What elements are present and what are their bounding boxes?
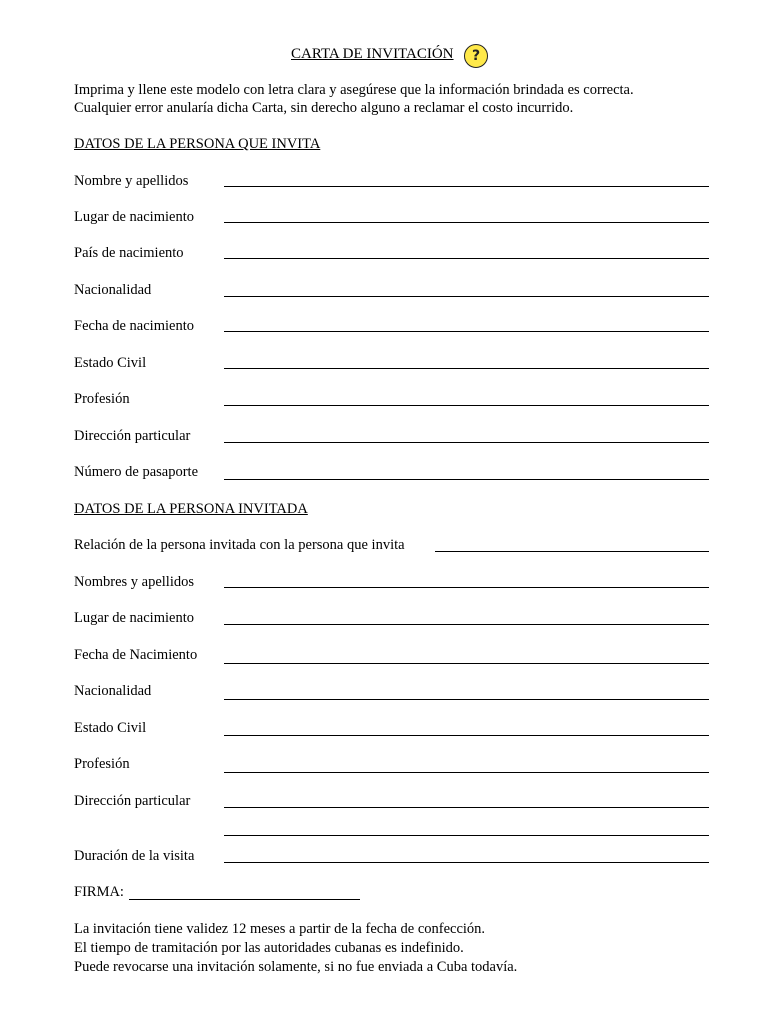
invitee-address-field-line-2[interactable]: [224, 835, 709, 836]
invitee-civil-status-field[interactable]: [224, 735, 709, 736]
invitee-birthplace-field[interactable]: [224, 624, 709, 625]
invitee-address-label: Dirección particular: [74, 793, 191, 809]
invitee-civil-status-label: Estado Civil: [74, 720, 147, 736]
invitee-profession-field[interactable]: [224, 772, 709, 773]
footer-note-2: El tiempo de tramitación por las autoridades cubanas es indefinido.: [74, 940, 464, 956]
inviter-section-heading: DATOS DE LA PERSONA QUE INVITA: [74, 136, 321, 152]
footer-note-3: Puede revocarse una invitación solamente, si no fue enviada a Cuba todavía.: [74, 959, 518, 975]
invitee-section-heading: DATOS DE LA PERSONA INVITADA: [74, 501, 308, 517]
intro-line-2: Cualquier error anularía dicha Carta, sin derecho alguno a reclamar el costo incurrido.: [74, 100, 574, 116]
inviter-birth-country-label: País de nacimiento: [74, 245, 184, 261]
invitee-nationality-field[interactable]: [224, 699, 709, 700]
invitee-address-field[interactable]: [224, 807, 709, 808]
inviter-birthdate-field[interactable]: [224, 331, 709, 332]
intro-line-1: Imprima y llene este modelo con letra clara y asegúrese que la información brindada es correcta.: [74, 82, 634, 98]
invitee-visit-duration-field[interactable]: [224, 862, 709, 863]
inviter-civil-status-label: Estado Civil: [74, 355, 147, 371]
inviter-address-field[interactable]: [224, 442, 709, 443]
inviter-nationality-label: Nacionalidad: [74, 282, 152, 298]
inviter-name-label: Nombre y apellidos: [74, 173, 189, 189]
inviter-profession-label: Profesión: [74, 391, 130, 407]
invitee-birthplace-label: Lugar de nacimiento: [74, 610, 194, 626]
inviter-birthplace-label: Lugar de nacimiento: [74, 209, 194, 225]
page-title: CARTA DE INVITACIÓN: [291, 46, 454, 62]
inviter-passport-label: Número de pasaporte: [74, 464, 199, 480]
invitee-relation-label: Relación de la persona invitada con la persona que invita: [74, 537, 405, 553]
inviter-nationality-field[interactable]: [224, 296, 709, 297]
help-icon[interactable]: ?: [464, 44, 488, 68]
invitee-profession-label: Profesión: [74, 756, 130, 772]
inviter-birthplace-field[interactable]: [224, 222, 709, 223]
invitee-birthdate-field[interactable]: [224, 663, 709, 664]
signature-label: FIRMA:: [74, 884, 124, 900]
inviter-birth-country-field[interactable]: [224, 258, 709, 259]
inviter-address-label: Dirección particular: [74, 428, 191, 444]
inviter-birthdate-label: Fecha de nacimiento: [74, 318, 194, 334]
invitee-visit-duration-label: Duración de la visita: [74, 848, 195, 864]
invitee-nationality-label: Nacionalidad: [74, 683, 152, 699]
invitee-birthdate-label: Fecha de Nacimiento: [74, 647, 198, 663]
signature-field[interactable]: [129, 899, 360, 900]
footer-note-1: La invitación tiene validez 12 meses a partir de la fecha de confección.: [74, 921, 486, 937]
invitee-name-label: Nombres y apellidos: [74, 574, 195, 590]
inviter-passport-field[interactable]: [224, 479, 709, 480]
invitee-relation-field[interactable]: [435, 551, 709, 552]
inviter-profession-field[interactable]: [224, 405, 709, 406]
inviter-name-field[interactable]: [224, 186, 709, 187]
invitee-name-field[interactable]: [224, 587, 709, 588]
inviter-civil-status-field[interactable]: [224, 368, 709, 369]
